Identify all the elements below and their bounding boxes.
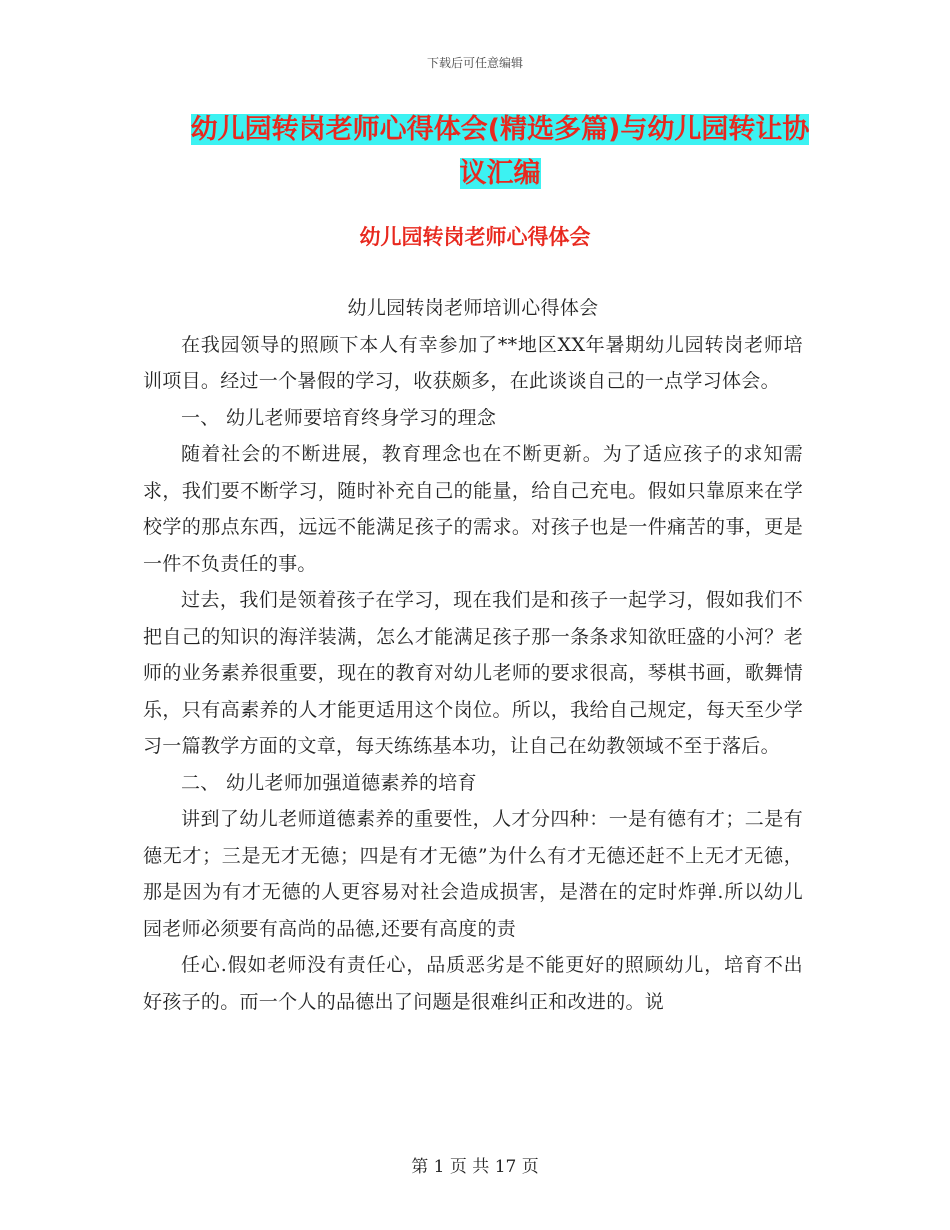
paragraph-moral-quality: 讲到了幼儿老师道德素养的重要性，人才分四种：一是有德有才；二是有德无才；三是无才无德；四是有才无德”为什么有才无德还赶不上无才无德，那是因为有才无德的人更容易对社会造成损害，是潜在的定时炸弹.所以幼儿园老师必须要有高尚的品德,还要有高度的责: [143, 808, 803, 940]
article-body: [143, 290, 803, 1020]
document-title: [190, 108, 810, 196]
heading-point-one: 一、 幼儿老师要培育终身学习的理念: [181, 406, 497, 429]
page-footer: 第 1 页 共 17 页: [411, 1157, 539, 1177]
paragraph-lifelong-learning: 随着社会的不断进展，教育理念也在不断更新。为了适应孩子的求知需求，我们要不断学习，随时补充自己的能量，给自己充电。假如只靠原来在学校学的那点东西，远远不能满足孩子的需求。对孩子也是一件痛苦的事，更是一件不负责任的事。: [143, 443, 803, 575]
document-title-line-2: 议汇编: [459, 158, 541, 189]
article-subtitle: 幼儿园转岗老师培训心得体会: [347, 297, 599, 319]
paragraph-responsibility: 任心.假如老师没有责任心，品质恶劣是不能更好的照顾幼儿，培育不出好孩子的。而一个人的品德出了问题是很难纠正和改进的。说: [143, 954, 803, 1013]
heading-point-two: 二、 幼儿老师加强道德素养的培育: [181, 771, 477, 794]
header-note: 下载后可任意编辑: [426, 56, 523, 70]
paragraph-learning-together: 过去，我们是领着孩子在学习，现在我们是和孩子一起学习，假如我们不把自己的知识的海洋装满，怎么才能满足孩子那一条条求知欲旺盛的小河？老师的业务素养很重要，现在的教育对幼儿老师的要求很高，琴棋书画，歌舞情乐，只有高素养的人才能更适用这个岗位。所以，我给自己规定，每天至少学习一篇教学方面的文章，每天练练基本功，让自己在幼教领域不至于落后。: [143, 589, 803, 757]
paragraph-intro: 在我园领导的照顾下本人有幸参加了**地区XX年暑期幼儿园转岗老师培训项目。经过一个暑假的学习，收获颇多，在此谈谈自己的一点学习体会。: [143, 333, 803, 392]
section-title: 幼儿园转岗老师心得体会: [359, 225, 591, 249]
document-title-line-1: 幼儿园转岗老师心得体会(精选多篇)与幼儿园转让协: [190, 114, 810, 145]
